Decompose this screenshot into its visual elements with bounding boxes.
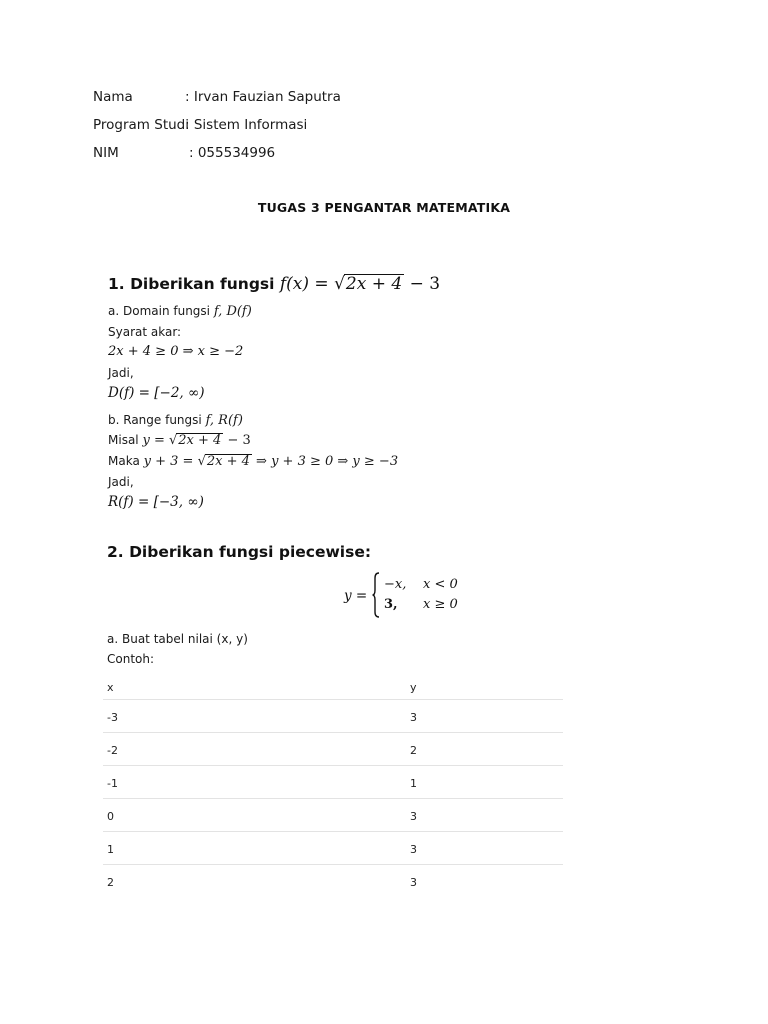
table-row-y: 3	[410, 810, 417, 823]
table-row-x: -2	[107, 744, 118, 757]
document-title: TUGAS 3 PENGANTAR MATEMATIKA	[257, 200, 511, 215]
nim-label: NIM	[93, 145, 119, 161]
table-divider	[103, 699, 563, 700]
q1a-line	[108, 304, 252, 319]
nim-value: : 055534996	[189, 145, 276, 161]
q1a-math: f, D(f)	[213, 304, 252, 319]
piecewise-brace-icon	[372, 572, 380, 618]
table-header-x: x	[107, 681, 114, 694]
piece1-expr: −x,	[384, 577, 407, 592]
maka-line	[108, 454, 398, 469]
misal-lhs: y =	[142, 433, 169, 448]
prodi-label: Program Studi	[93, 117, 189, 133]
table-row-x: 2	[107, 876, 114, 889]
maka-radicand: 2x + 4	[206, 454, 250, 469]
q1b-label: b. Range fungsi	[108, 413, 202, 427]
syarat-math: 2x + 4 ≥ 0 ⇒ x ≥ −2	[108, 344, 244, 359]
sqrt-symbol-icon: √	[168, 433, 178, 448]
q2a-label: a. Buat tabel nilai (x, y)	[107, 632, 248, 646]
q1a-label: a. Domain fungsi	[108, 304, 210, 318]
table-divider	[103, 831, 563, 832]
jadi-1: Jadi,	[108, 366, 134, 380]
q1-heading-lhs: f(x) =	[279, 274, 335, 294]
q1-heading	[108, 274, 440, 294]
table-row-x: 0	[107, 810, 114, 823]
piecewise-lhs: y =	[344, 588, 368, 604]
prodi-value: : Sistem Informasi	[185, 117, 308, 133]
table-divider	[103, 732, 563, 733]
table-header-y: y	[410, 681, 417, 694]
table-row-y: 2	[410, 744, 417, 757]
jadi-2: Jadi,	[108, 475, 134, 489]
sqrt-symbol-icon: √	[197, 454, 206, 469]
domain-result: D(f) = [−2, ∞)	[108, 385, 205, 401]
table-row-y: 3	[410, 876, 417, 889]
table-row-x: -3	[107, 711, 118, 724]
piece1-cond: x < 0	[423, 577, 458, 592]
contoh-label: Contoh:	[107, 652, 155, 666]
table-row-y: 3	[410, 843, 417, 856]
maka-lhs: y + 3 =	[143, 454, 198, 469]
maka-math	[144, 454, 398, 469]
misal-math	[142, 433, 250, 448]
piece2-cond: x ≥ 0	[423, 597, 458, 612]
table-row-x: 1	[107, 843, 114, 856]
syarat-akar: Syarat akar:	[108, 325, 182, 339]
piece2-expr: 3,	[384, 597, 398, 612]
table-divider	[103, 798, 563, 799]
nama-label: Nama	[93, 89, 133, 105]
q2-heading: 2. Diberikan fungsi piecewise:	[107, 543, 372, 561]
table-divider	[103, 765, 563, 766]
maka-label: Maka	[108, 454, 140, 468]
q1-heading-text: 1. Diberikan fungsi	[108, 275, 275, 293]
nama-value: : Irvan Fauzian Saputra	[185, 89, 341, 105]
table-row-y: 3	[410, 711, 417, 724]
q1b-math: f, R(f)	[205, 413, 243, 428]
misal-label: Misal	[108, 433, 139, 447]
q1b-line	[108, 413, 243, 428]
misal-line	[108, 433, 251, 448]
table-row-x: -1	[107, 777, 118, 790]
misal-radicand: 2x + 4	[178, 433, 222, 448]
table-row-y: 1	[410, 777, 417, 790]
sqrt-symbol-icon: √	[334, 274, 345, 294]
misal-tail: − 3	[223, 433, 251, 448]
table-divider	[103, 864, 563, 865]
range-result: R(f) = [−3, ∞)	[108, 494, 204, 510]
q1-heading-tail: − 3	[404, 274, 441, 294]
q1-heading-radicand: 2x + 4	[345, 274, 403, 294]
maka-tail: ⇒ y + 3 ≥ 0 ⇒ y ≥ −3	[251, 454, 399, 469]
q1-heading-math	[280, 274, 440, 294]
